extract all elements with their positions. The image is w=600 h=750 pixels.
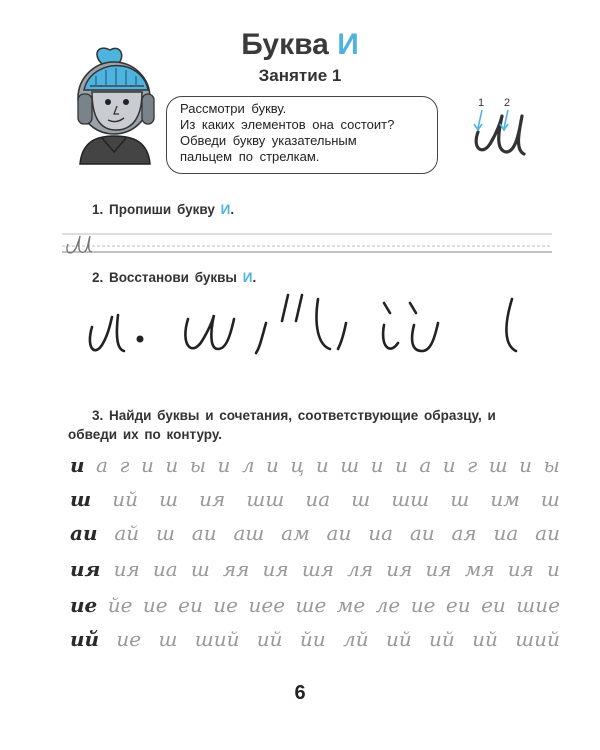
row-item: йи — [299, 627, 326, 651]
row-item: и — [370, 453, 384, 477]
row-item: ие — [142, 593, 168, 617]
letter-row — [70, 556, 560, 582]
row-item: ам — [281, 521, 310, 545]
row-item: ы — [189, 453, 207, 477]
task-1-letter: И — [220, 202, 231, 217]
task-3-line-2: обведи их по контуру. — [68, 427, 222, 442]
bubble-line: Обведи букву указательным — [180, 133, 357, 148]
letter-row — [70, 452, 560, 478]
row-item: ие — [410, 593, 436, 617]
lesson-subtitle: Занятие 1 — [258, 66, 342, 85]
row-item: ля — [347, 557, 374, 581]
row-item: аи — [70, 521, 98, 545]
row-item: а — [419, 453, 432, 477]
row-item: и — [519, 453, 532, 477]
row-item: иее — [248, 593, 286, 617]
letter-fragments — [84, 285, 544, 365]
row-item: ий — [429, 627, 455, 651]
speech-bubble-text — [180, 101, 440, 165]
row-item: лй — [342, 627, 369, 651]
task-2-heading — [92, 270, 256, 285]
row-item: ий — [472, 627, 498, 651]
row-item: аи — [409, 521, 435, 545]
row-item: ш — [540, 487, 560, 511]
row-item: ш — [156, 521, 175, 545]
row-item: ай — [114, 521, 140, 545]
row-item: еи — [445, 593, 471, 617]
row-item: ш — [351, 487, 371, 511]
row-item: еи — [178, 593, 203, 617]
row-item: иа — [152, 557, 178, 581]
row-item: а — [96, 453, 108, 477]
row-item: и — [547, 557, 560, 581]
row-item: яя — [222, 557, 250, 581]
bubble-line: пальцем по стрелкам. — [180, 149, 320, 164]
row-item: и — [442, 453, 456, 477]
row-item: ия — [507, 557, 534, 581]
row-item: ш — [70, 487, 92, 511]
row-item: л — [241, 453, 255, 477]
bubble-line: Из каких элементов она состоит? — [180, 117, 395, 132]
row-item: ме — [336, 593, 366, 617]
task-2-text: 2. Восстанови буквы — [92, 270, 237, 285]
knight-mascot-icon — [62, 46, 168, 176]
row-item: иа — [493, 521, 519, 545]
row-item: ия — [113, 557, 140, 581]
row-item: шш — [391, 487, 430, 511]
row-item: и — [266, 453, 279, 477]
row-item: аи — [535, 521, 560, 545]
handwriting-lines — [62, 228, 552, 258]
row-item: ы — [543, 453, 560, 477]
row-item: ц — [290, 453, 305, 477]
task-1-suffix: . — [230, 202, 235, 217]
task-3-line-1: 3. Найди буквы и сочетания, соответствующие образцу, и — [92, 408, 496, 423]
row-item: ий — [385, 627, 412, 651]
row-item: ие — [116, 627, 142, 651]
task-1-text: 1. Пропиши букву — [92, 202, 215, 217]
row-item: шя — [301, 557, 334, 581]
row-item: еи — [481, 593, 506, 617]
title-letter: И — [337, 28, 359, 61]
letter-row — [70, 486, 560, 512]
row-item: ш — [159, 487, 179, 511]
stroke-number-1: 1 — [478, 97, 485, 109]
row-item: аш — [233, 521, 265, 545]
row-item: и — [394, 453, 408, 477]
task-3-heading — [68, 406, 562, 444]
row-item: ая — [451, 521, 477, 545]
row-item: мя — [464, 557, 495, 581]
row-item: аи — [191, 521, 217, 545]
row-item: ший — [515, 627, 560, 651]
letter-row — [70, 592, 560, 618]
letter-row — [70, 626, 560, 652]
row-item: ий — [256, 627, 283, 651]
row-item: аи — [326, 521, 352, 545]
row-item: ие — [213, 593, 239, 617]
row-item: г — [467, 453, 478, 477]
bubble-line: Рассмотри букву. — [180, 101, 287, 116]
task-2-letter: И — [242, 270, 253, 285]
row-item: ий — [112, 487, 139, 511]
row-item: иа — [368, 521, 393, 545]
row-item: и — [217, 453, 231, 477]
row-item: ш — [450, 487, 470, 511]
row-item: ия — [70, 557, 101, 581]
row-item: шш — [246, 487, 285, 511]
row-item: ия — [262, 557, 289, 581]
letter-sample-icon — [464, 94, 534, 164]
row-item: ш — [158, 627, 178, 651]
row-item: иа — [305, 487, 331, 511]
row-item: ш — [340, 453, 360, 477]
row-item: ший — [194, 627, 240, 651]
task-2-suffix: . — [252, 270, 257, 285]
row-item: ие — [70, 593, 98, 617]
stroke-number-2: 2 — [504, 97, 511, 109]
row-item: йе — [107, 593, 133, 617]
row-item: и — [70, 453, 85, 477]
row-item: ш — [190, 557, 210, 581]
row-item: ия — [386, 557, 413, 581]
row-item: ле — [375, 593, 401, 617]
row-item: ий — [70, 627, 100, 651]
row-item: г — [119, 453, 130, 477]
row-item: ия — [199, 487, 226, 511]
task-1-heading — [92, 202, 234, 217]
row-item: и — [165, 453, 179, 477]
row-item: ш — [488, 453, 508, 477]
row-item: им — [490, 487, 520, 511]
page-number: 6 — [294, 682, 306, 704]
title-prefix: Буква — [241, 28, 329, 61]
row-item: и — [315, 453, 329, 477]
row-item: ия — [425, 557, 452, 581]
row-item: шие — [516, 593, 560, 617]
row-item: и — [141, 453, 154, 477]
letter-row — [70, 520, 560, 546]
row-item: ше — [295, 593, 327, 617]
